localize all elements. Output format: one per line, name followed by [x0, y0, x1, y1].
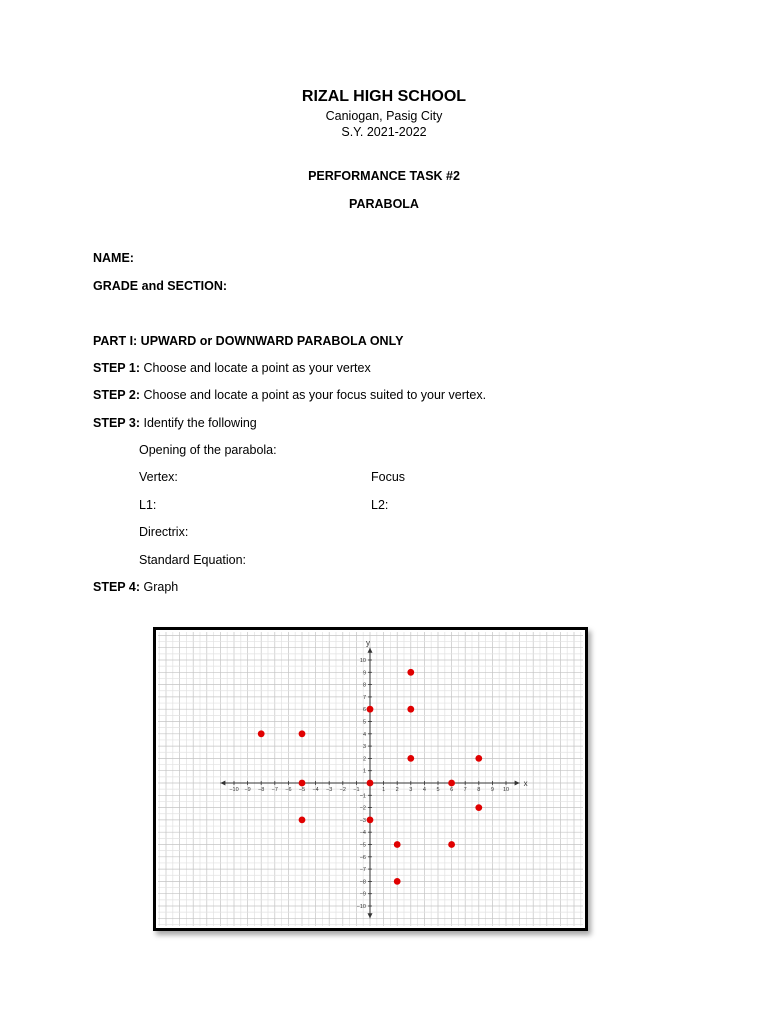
grade-section-label: GRADE and SECTION:	[93, 279, 228, 293]
step3-text: Identify the following	[140, 416, 257, 430]
y-tick-label: 8	[362, 682, 366, 689]
data-point	[475, 755, 482, 762]
vertex-label: Vertex:	[139, 470, 178, 484]
x-axis-arrow-right	[515, 781, 520, 786]
directrix-label: Directrix:	[139, 525, 189, 539]
name-label: NAME:	[93, 251, 134, 265]
x-tick-label: −5	[298, 787, 306, 793]
data-point	[299, 780, 306, 787]
step2-text: Choose and locate a point as your focus suited to your vertex.	[140, 388, 487, 402]
data-point	[367, 780, 374, 787]
x-tick-label: 3	[409, 787, 413, 793]
x-tick-label: −2	[339, 787, 346, 793]
data-point	[448, 780, 455, 787]
x-tick-label: 4	[422, 787, 426, 793]
y-tick-label: 6	[362, 707, 366, 714]
school-location: Caniogan, Pasig City	[325, 109, 443, 123]
x-tick-label: 9	[490, 787, 494, 793]
opening-label: Opening of the parabola:	[139, 443, 277, 457]
x-tick-label: 5	[436, 787, 440, 793]
school-name: RIZAL HIGH SCHOOL	[301, 88, 467, 105]
x-tick-label: −7	[271, 787, 278, 793]
data-point	[299, 817, 306, 824]
x-tick-label: 1	[382, 787, 386, 793]
x-tick-label: 7	[463, 787, 467, 793]
l1-label: L1:	[139, 498, 157, 512]
step2	[93, 388, 486, 402]
y-tick-label: −7	[359, 867, 366, 874]
x-tick-label: 8	[477, 787, 481, 793]
step1	[93, 361, 371, 375]
school-year: S.Y. 2021-2022	[341, 125, 427, 139]
y-tick-label: −1	[359, 793, 366, 800]
y-tick-label: 3	[362, 744, 366, 751]
y-axis-arrow-up	[368, 648, 373, 653]
y-axis-arrow-down	[368, 913, 373, 918]
step1-text: Choose and locate a point as your vertex	[140, 361, 371, 375]
y-tick-label: 4	[362, 731, 366, 738]
data-point	[407, 669, 414, 676]
l2-label: L2:	[371, 498, 389, 512]
y-tick-label: −2	[359, 805, 366, 812]
step1-label: STEP 1:	[93, 361, 141, 375]
y-tick-label: −3	[359, 817, 366, 824]
y-tick-label: −6	[359, 854, 366, 861]
data-point	[299, 730, 306, 737]
coordinate-plane	[156, 630, 585, 928]
y-tick-label: −9	[359, 891, 366, 898]
data-point	[367, 706, 374, 713]
x-axis-label: x	[523, 779, 528, 788]
y-tick-label: 5	[362, 719, 366, 726]
focus-label: Focus	[371, 470, 406, 484]
x-tick-label: −6	[285, 787, 292, 793]
x-tick-label: −3	[326, 787, 333, 793]
equation-label: Standard Equation:	[139, 553, 247, 567]
y-tick-label: 7	[362, 694, 366, 701]
y-tick-label: 10	[359, 658, 366, 664]
coordinate-graph	[153, 627, 588, 931]
x-tick-label: −4	[312, 787, 319, 793]
data-point	[448, 841, 455, 848]
x-tick-label: −9	[244, 787, 251, 793]
y-tick-label: 9	[362, 670, 366, 677]
step4	[93, 580, 178, 594]
step4-label: STEP 4:	[93, 580, 141, 594]
data-point	[258, 730, 265, 737]
part1-title: PART I: UPWARD or DOWNWARD PARABOLA ONLY	[93, 334, 404, 348]
x-tick-label: 2	[395, 787, 399, 793]
data-point	[407, 755, 414, 762]
step2-label: STEP 2:	[93, 388, 141, 402]
y-tick-label: −8	[359, 879, 366, 886]
data-point	[394, 841, 401, 848]
x-tick-label: −8	[258, 787, 265, 793]
x-axis-arrow-left	[220, 781, 225, 786]
data-point	[367, 817, 374, 824]
y-tick-label: 2	[362, 756, 366, 763]
data-point	[407, 706, 414, 713]
x-tick-label: 10	[502, 787, 510, 793]
y-axis-label: y	[366, 638, 370, 648]
y-tick-label: −4	[359, 830, 366, 837]
y-tick-label: −10	[356, 904, 366, 910]
step4-text: Graph	[140, 580, 179, 594]
step3	[93, 416, 257, 430]
data-point	[394, 878, 401, 885]
step3-label: STEP 3:	[93, 416, 141, 430]
x-tick-label: −1	[353, 787, 360, 793]
x-tick-label: −10	[229, 787, 239, 793]
data-point	[475, 804, 482, 811]
y-tick-label: 1	[362, 768, 366, 775]
x-tick-label: 6	[450, 787, 454, 793]
task-title: PERFORMANCE TASK #2	[308, 169, 460, 183]
topic-title: PARABOLA	[349, 197, 419, 211]
y-tick-label: −5	[359, 842, 366, 849]
